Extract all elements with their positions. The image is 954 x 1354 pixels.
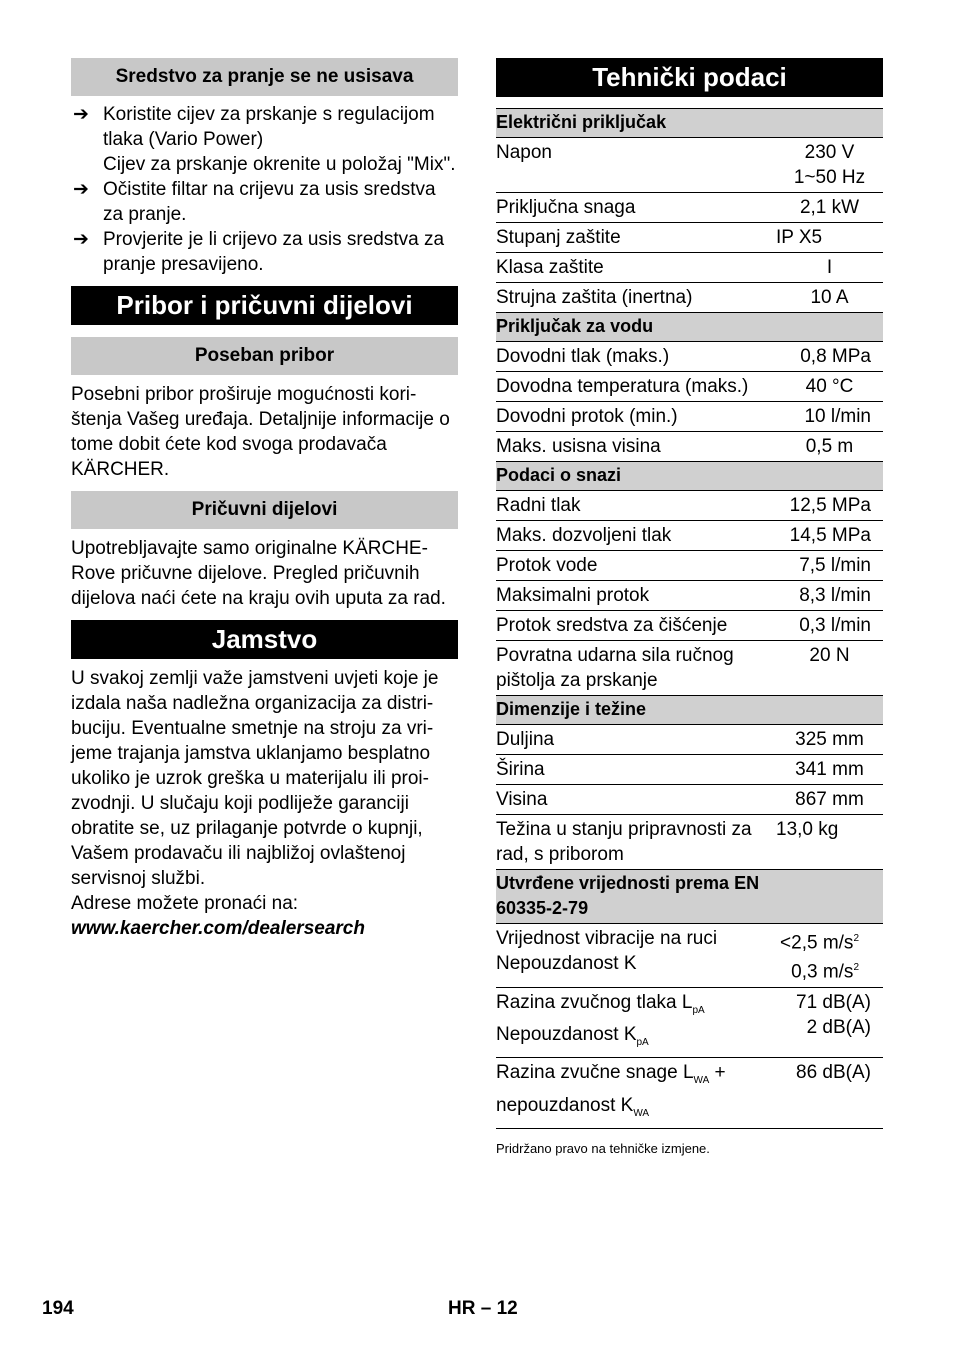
label-text: nepouzdanost K — [496, 1095, 634, 1117]
technical-changes-note: Pridržano pravo na tehničke izmjene. — [496, 1140, 710, 1156]
row-label: Protok vode — [496, 551, 776, 581]
label-line: Nepouzdanost K — [496, 953, 637, 974]
section-title-technical: Tehnički podaci — [496, 58, 883, 97]
label-line: Vrijednost vibracije na ruci — [496, 928, 718, 949]
superscript: 2 — [853, 933, 859, 944]
table-row — [496, 521, 883, 551]
arrow-right-icon: ➔ — [73, 104, 89, 125]
row-value: 86 dB(A) — [776, 1058, 883, 1129]
row-value: I — [776, 253, 883, 283]
table-row — [496, 815, 883, 870]
subscript: WA — [693, 1075, 710, 1087]
subscript: pA — [692, 1004, 705, 1016]
row-label: Maks. usisna visina — [496, 432, 776, 462]
bullet-line: Očistite filtar na crijevu za usis sredstva za pranje. — [103, 179, 436, 225]
table-row — [496, 785, 883, 815]
value-text: 0,3 m/s — [791, 961, 854, 983]
detergent-bullet-list — [71, 102, 458, 277]
row-value: 7,5 l/min — [776, 551, 883, 581]
row-value: 10 A — [776, 283, 883, 313]
row-label — [496, 924, 776, 988]
label-line — [496, 1093, 776, 1126]
row-value: 12,5 MPa — [776, 491, 883, 521]
label-line — [496, 1060, 776, 1093]
subscript: WA — [633, 1107, 650, 1119]
label-line — [496, 990, 776, 1023]
label-text: Razina zvučne snage L — [496, 1062, 694, 1084]
value-text: <2,5 m/s — [780, 932, 854, 954]
table-row — [496, 1058, 883, 1129]
row-value: 14,5 MPa — [776, 521, 883, 551]
row-label: Visina — [496, 785, 776, 815]
warranty-text: U svakoj zemlji važe jamstveni uvjeti koje je izdala naša nadležna organizacija za distri-buciju. Eventualne smetnje na stroju za vri-jeme trajanja jamstva uklanjamo besplatno ukoliko je uzrok greška u materijalu ili proi-zvodnji. U slučaju koji podliježe garanciji obratite se, uz prilaganje potvrde o kupnji, Vašem prodavaču ili najbližoj ovlaštenoj servisnoj službi. — [71, 668, 439, 889]
row-value: 20 N — [776, 641, 883, 696]
row-value: 325 mm — [776, 725, 883, 755]
row-value: 10 l/min — [776, 402, 883, 432]
dealer-search-link[interactable]: www.kaercher.com/dealersearch — [71, 918, 365, 939]
row-value: 40 °C — [776, 372, 883, 402]
table-row — [496, 491, 883, 521]
row-label: Širina — [496, 755, 776, 785]
special-accessories-text: Posebni pribor proširuje mogućnosti kori-štenja Vašeg uređaja. Detaljnije informacije o tome dobit ćete kod svoga prodavača KÄRCHER. — [71, 384, 450, 480]
spare-parts-text: Upotrebljavajte samo originalne KÄRCHE-Rove pričuvne dijelove. Pregled pričuvnih dijelova naći ćete na kraju ovih uputa za rad. — [71, 538, 446, 609]
section-indicator: HR – 12 — [448, 1298, 518, 1319]
section-label: Priključak za vodu — [496, 313, 883, 342]
table-row — [496, 432, 883, 462]
table-section-row — [496, 462, 883, 491]
section-title-accessories: Pribor i pričuvni dijelovi — [71, 286, 458, 325]
table-row — [496, 551, 883, 581]
row-value: 341 mm — [776, 755, 883, 785]
superscript: 2 — [853, 962, 859, 974]
row-value: 13,0 kg — [776, 815, 883, 870]
row-value: 0,5 m — [776, 432, 883, 462]
table-section-row — [496, 109, 883, 138]
row-value: 0,3 l/min — [776, 611, 883, 641]
label-text: Razina zvučnog tlaka L — [496, 991, 693, 1013]
table-row — [496, 611, 883, 641]
table-row — [496, 987, 883, 1058]
bullet-line: Koristite cijev za prskanje s regulacijom tlaka (Vario Power) — [103, 104, 435, 150]
subsection-title-special: Poseban pribor — [71, 337, 458, 375]
table-row — [496, 283, 883, 313]
section-label: Dimenzije i težine — [496, 696, 883, 725]
row-label — [496, 1058, 776, 1129]
bullet-item — [71, 227, 458, 277]
label-line — [496, 1022, 776, 1055]
section-title-warranty: Jamstvo — [71, 620, 458, 659]
subscript: pA — [636, 1037, 649, 1049]
table-row — [496, 402, 883, 432]
row-label: Maks. dozvoljeni tlak — [496, 521, 776, 551]
value-line: 230 V — [804, 142, 855, 163]
arrow-right-icon: ➔ — [73, 179, 89, 200]
row-label: Klasa zaštite — [496, 253, 776, 283]
row-label: Napon — [496, 138, 776, 193]
row-value — [776, 138, 883, 193]
table-row — [496, 755, 883, 785]
table-section-row — [496, 870, 883, 924]
section-title-detergent: Sredstvo za pranje se ne usisava — [71, 58, 458, 96]
table-row — [496, 253, 883, 283]
table-row — [496, 223, 883, 253]
value-line: 2 dB(A) — [806, 1016, 871, 1038]
row-value — [776, 924, 883, 988]
left-column — [71, 58, 458, 941]
bullet-item — [71, 177, 458, 227]
table-row — [496, 641, 883, 696]
table-section-row — [496, 313, 883, 342]
row-label: Duljina — [496, 725, 776, 755]
section-label: Električni priključak — [496, 109, 883, 138]
section-label: Podaci o snazi — [496, 462, 883, 491]
row-value — [776, 987, 883, 1058]
row-label: Povratna udarna sila ručnog pištolja za prskanje — [496, 641, 776, 696]
table-row — [496, 725, 883, 755]
label-text: Nepouzdanost K — [496, 1024, 637, 1046]
row-label: Maksimalni protok — [496, 581, 776, 611]
row-label: Radni tlak — [496, 491, 776, 521]
table-row — [496, 138, 883, 193]
value-line — [776, 926, 859, 955]
bullet-line: Provjerite je li crijevo za usis sredstva za pranje presavijeno. — [103, 229, 445, 275]
row-label: Strujna zaštita (inertna) — [496, 283, 776, 313]
arrow-right-icon: ➔ — [73, 229, 89, 250]
table-row — [496, 924, 883, 988]
subsection-title-spare: Pričuvni dijelovi — [71, 491, 458, 529]
row-value: 867 mm — [776, 785, 883, 815]
row-value: 8,3 l/min — [776, 581, 883, 611]
bullet-line: Cijev za prskanje okrenite u položaj "Mix". — [103, 154, 456, 175]
row-value: 0,8 MPa — [776, 342, 883, 372]
row-value: 2,1 kW — [776, 193, 883, 223]
value-line: 71 dB(A) — [796, 991, 871, 1013]
row-label: Dovodni tlak (maks.) — [496, 342, 776, 372]
right-column — [496, 58, 883, 1156]
row-label: Dovodni protok (min.) — [496, 402, 776, 432]
row-label: Stupanj zaštite — [496, 223, 776, 253]
value-line: 1~50 Hz — [793, 167, 866, 188]
row-label: Dovodna temperatura (maks.) — [496, 372, 776, 402]
value-line — [776, 955, 859, 984]
row-label: Protok sredstva za čišćenje — [496, 611, 776, 641]
section-label: Utvrđene vrijednosti prema EN 60335-2-79 — [496, 870, 883, 924]
page-number: 194 — [42, 1298, 74, 1319]
table-row — [496, 581, 883, 611]
row-label: Priključna snaga — [496, 193, 776, 223]
bullet-item — [71, 102, 458, 177]
row-value: IP X5 — [776, 223, 883, 253]
table-row — [496, 193, 883, 223]
technical-data-table — [496, 108, 883, 1129]
label-text: + — [709, 1062, 726, 1084]
row-label: Težina u stanju pripravnosti za rad, s priborom — [496, 815, 776, 870]
table-section-row — [496, 696, 883, 725]
table-row — [496, 342, 883, 372]
address-text: Adrese možete pronaći na: — [71, 893, 299, 914]
table-row — [496, 372, 883, 402]
row-label — [496, 987, 776, 1058]
